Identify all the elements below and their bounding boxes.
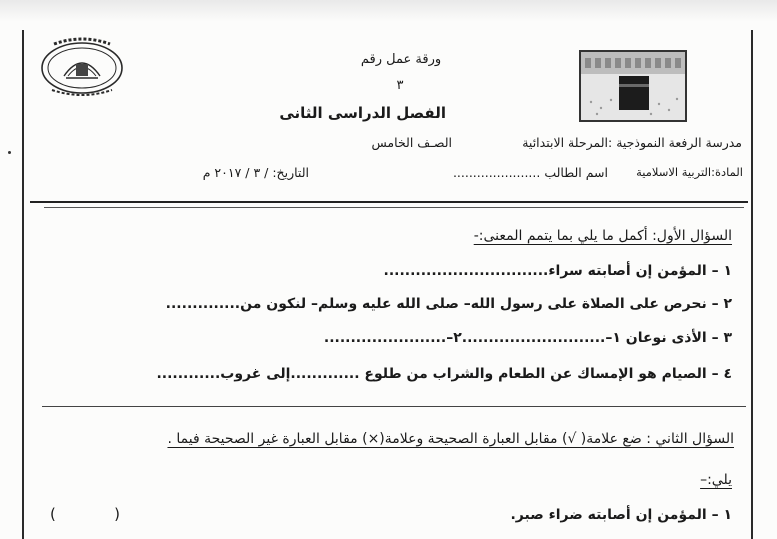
header-divider-thin	[44, 207, 744, 208]
question-2-title-continued: يلي:–	[700, 472, 732, 488]
grade-label: الصـف الخامس	[371, 135, 452, 150]
student-name-field[interactable]: اسم الطالب ......................	[452, 165, 608, 180]
school-emblem-icon	[36, 36, 128, 98]
page-border-right	[751, 30, 753, 539]
answer-paren-open: (	[50, 505, 56, 523]
question-1-item[interactable]: ٣ – الأذى نوعان ١–...........................٢–.......................	[323, 330, 732, 346]
question-2-title: السؤال الثاني : ضع علامة( √) مقابل العبارة الصحيحة وعلامة(×) مقابل العبارة غير الصحيحة فيما .	[167, 431, 734, 447]
question-1-item[interactable]: ٤ – الصيام هو الإمساك عن الطعام والشراب من طلوع .............إلى غروب............	[156, 366, 732, 382]
worksheet-number: ٣	[396, 78, 404, 93]
question-2-item: ١ – المؤمن إن أصابته ضراء صبر.	[510, 507, 732, 523]
question-1-title: السؤال الأول: أكمل ما يلي بما يتمم المعنى:-	[473, 228, 732, 244]
subject-label: المادة:التربية الاسلامية	[636, 165, 743, 179]
question-1-item[interactable]: ٢ – نحرص على الصلاة على رسول الله– صلى الله عليه وسلم– لنكون من..............	[165, 296, 732, 312]
page-border-left	[22, 30, 24, 539]
date-field[interactable]: التاريخ: / ٣ / ٢٠١٧ م	[202, 165, 309, 180]
term-title: الفصل الدراسى الثانى	[279, 104, 446, 122]
answer-box[interactable]	[50, 505, 120, 523]
question-1-item[interactable]: ١ – المؤمن إن أصابته سراء...............................	[383, 263, 732, 279]
answer-paren-close: )	[114, 505, 120, 523]
margin-mark	[8, 151, 11, 154]
school-name: مدرسة الرفعة النموذجية :المرحلة الابتدائية	[522, 135, 742, 150]
scan-shadow	[0, 0, 777, 22]
worksheet-label: ورقة عمل رقم	[360, 52, 442, 67]
section-divider	[42, 406, 746, 407]
kaaba-photo	[579, 50, 687, 122]
header-divider	[30, 201, 748, 203]
